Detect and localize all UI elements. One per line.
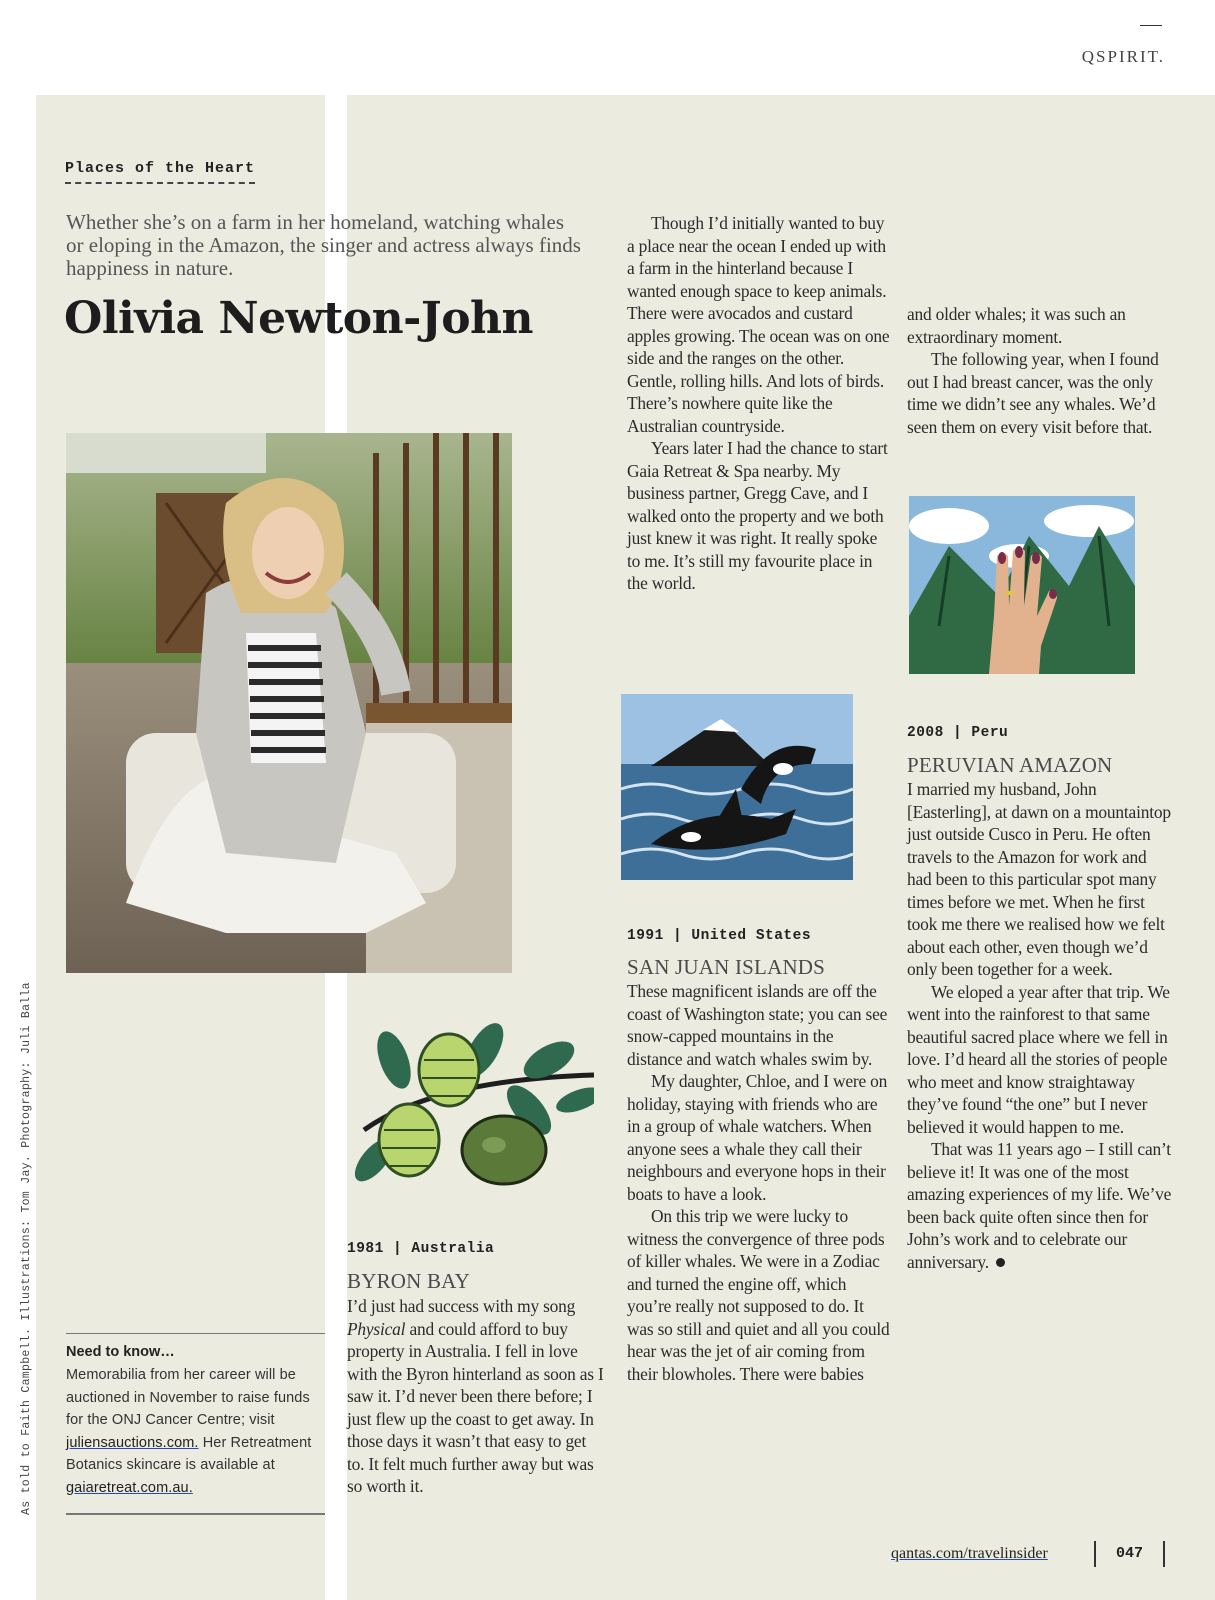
byron-bay-text [347,1295,607,1498]
byron-text-a: I’d just had success with my song [347,1296,576,1316]
san-juan-paragraph-1: These magnificent islands are off the coast of Washington state; you can see snow-capped mountains in the distance and watch whales swim by. [627,981,888,1069]
orca-illustration [621,694,853,880]
footer-divider [1094,1541,1096,1567]
section-tag: Places of the Heart [65,160,255,184]
footer-link-wrapper [891,1545,1048,1563]
entry-title-byron-bay: BYRON BAY [347,1269,470,1293]
peru-paragraph-3-text: That was 11 years ago – I still can’t believe it! It was one of the most amazing experiences of my life. We’ve been back quite often since then for John’s work and to celebrate our anniversary. [907,1139,1172,1272]
song-title: Physical [347,1318,406,1339]
peru-text [907,778,1172,1273]
cancer-paragraph: The following year, when I found out I had breast cancer, was the only time we didn’t see any whales. We’d seen them on every visit before that. [907,349,1159,437]
orca-illustration-image [621,694,853,880]
footer-link[interactable]: qantas.com/travelinsider [891,1545,1048,1562]
entry-meta-san-juan: 1991 | United States [627,928,812,944]
entry-meta-byron-bay: 1981 | Australia [347,1241,495,1257]
column-2-top-text [627,212,892,595]
fruit-illustration-image [354,1020,594,1200]
san-juan-text [627,980,892,1385]
fruit-illustration [354,1020,594,1200]
need-to-know-box [66,1333,325,1499]
column-3-top-text [907,303,1172,438]
byron-text-b: and could afford to buy property in Australia. I fell in love with the Byron hinterland as soon as I saw it. I’d never been there before; I just flew up the coast to get away. In those days it wasn’t that easy to get to. It felt much further away but was so worth it. [347,1318,604,1496]
page-number: 047 [1116,1545,1144,1562]
page-title: Olivia Newton-John [64,293,534,344]
juliens-auctions-link[interactable]: juliensauctions.com. [66,1434,199,1451]
san-juan-paragraph-2: My daughter, Chloe, and I were on holiday, staying with friends who are in a group of whale watchers. When anyone sees a whale they call their neighbours and everyone hops in their boats to have a look. [627,1071,888,1204]
need-to-know-title: Need to know… [66,1344,175,1360]
gaia-retreat-link[interactable]: gaiaretreat.com.au. [66,1479,193,1496]
need-to-know-bottom-rule [66,1513,325,1515]
peru-paragraph-2: We eloped a year after that trip. We went into the rainforest to that same beautiful sacred place where we fell in love. I’d heard all the stories of people who meet and know straightaway they’ve found “the one” but I never believed it would happen to me. [907,981,1170,1137]
footer-divider-right [1163,1541,1165,1567]
byron-bay-paragraph [347,1295,607,1498]
peru-paragraph-1: I married my husband, John [Easterling], at dawn on a mountaintop just outside Cusco in Peru. He often travels to the Amazon for work and had been to this particular spot many times before we met. When he first took me there we realised how we felt about each other, even though we’d only been together for a week. [907,779,1171,979]
gaia-paragraph: Years later I had the chance to start Gaia Retreat & Spa nearby. My business partner, Gregg Cave, and I walked onto the property and we both just knew it was right. It really spoke to me. It’s still my favourite place in the world. [627,438,888,593]
entry-meta-peru: 2008 | Peru [907,725,1009,741]
masthead: QSPIRIT. [1081,47,1165,66]
mountain-hand-illustration-image [909,496,1135,674]
standfirst: Whether she’s on a farm in her homeland, watching whales or eloping in the Amazon, the singer and actress always finds happiness in nature. [66,210,581,280]
entry-title-san-juan: SAN JUAN ISLANDS [627,955,826,979]
portrait-photo-image [66,433,512,973]
photo-credit: As told to Faith Campbell. Illustrations: Tom Jay. Photography: Juli Balla [20,982,33,1515]
portrait-photo [66,433,512,973]
san-juan-paragraph-3: On this trip we were lucky to witness the convergence of three pods of killer whales. We were in a Zodiac and turned the engine off, which you’re really not supposed to do. It was so still and quiet and all you could hear was the jet of air coming from their blowholes. There were babies [627,1206,890,1384]
farm-paragraph: Though I’d initially wanted to buy a place near the ocean I ended up with a farm in the hinterland because I wanted enough space to keep animals. There were avocados and custard apples growing. The ocean was on one side and the ranges on the other. Gentle, rolling hills. And lots of birds. There’s nowhere quite like the Australian countryside. [627,213,890,436]
need-to-know-text-1: Memorabilia from her career will be auctioned in November to raise funds for the ONJ Cancer Centre; visit [66,1367,310,1428]
whales-continued-paragraph: and older whales; it was such an extraordinary moment. [907,304,1126,347]
masthead-rule [1140,25,1162,26]
peru-paragraph-3 [907,1138,1172,1273]
mountain-hand-illustration [909,496,1135,674]
need-to-know-text-2: Her Retreatment Botanics skincare is available at [66,1434,312,1473]
entry-title-peru: PERUVIAN AMAZON [907,753,1113,777]
need-to-know-body [66,1364,325,1499]
end-mark-icon [996,1258,1005,1267]
